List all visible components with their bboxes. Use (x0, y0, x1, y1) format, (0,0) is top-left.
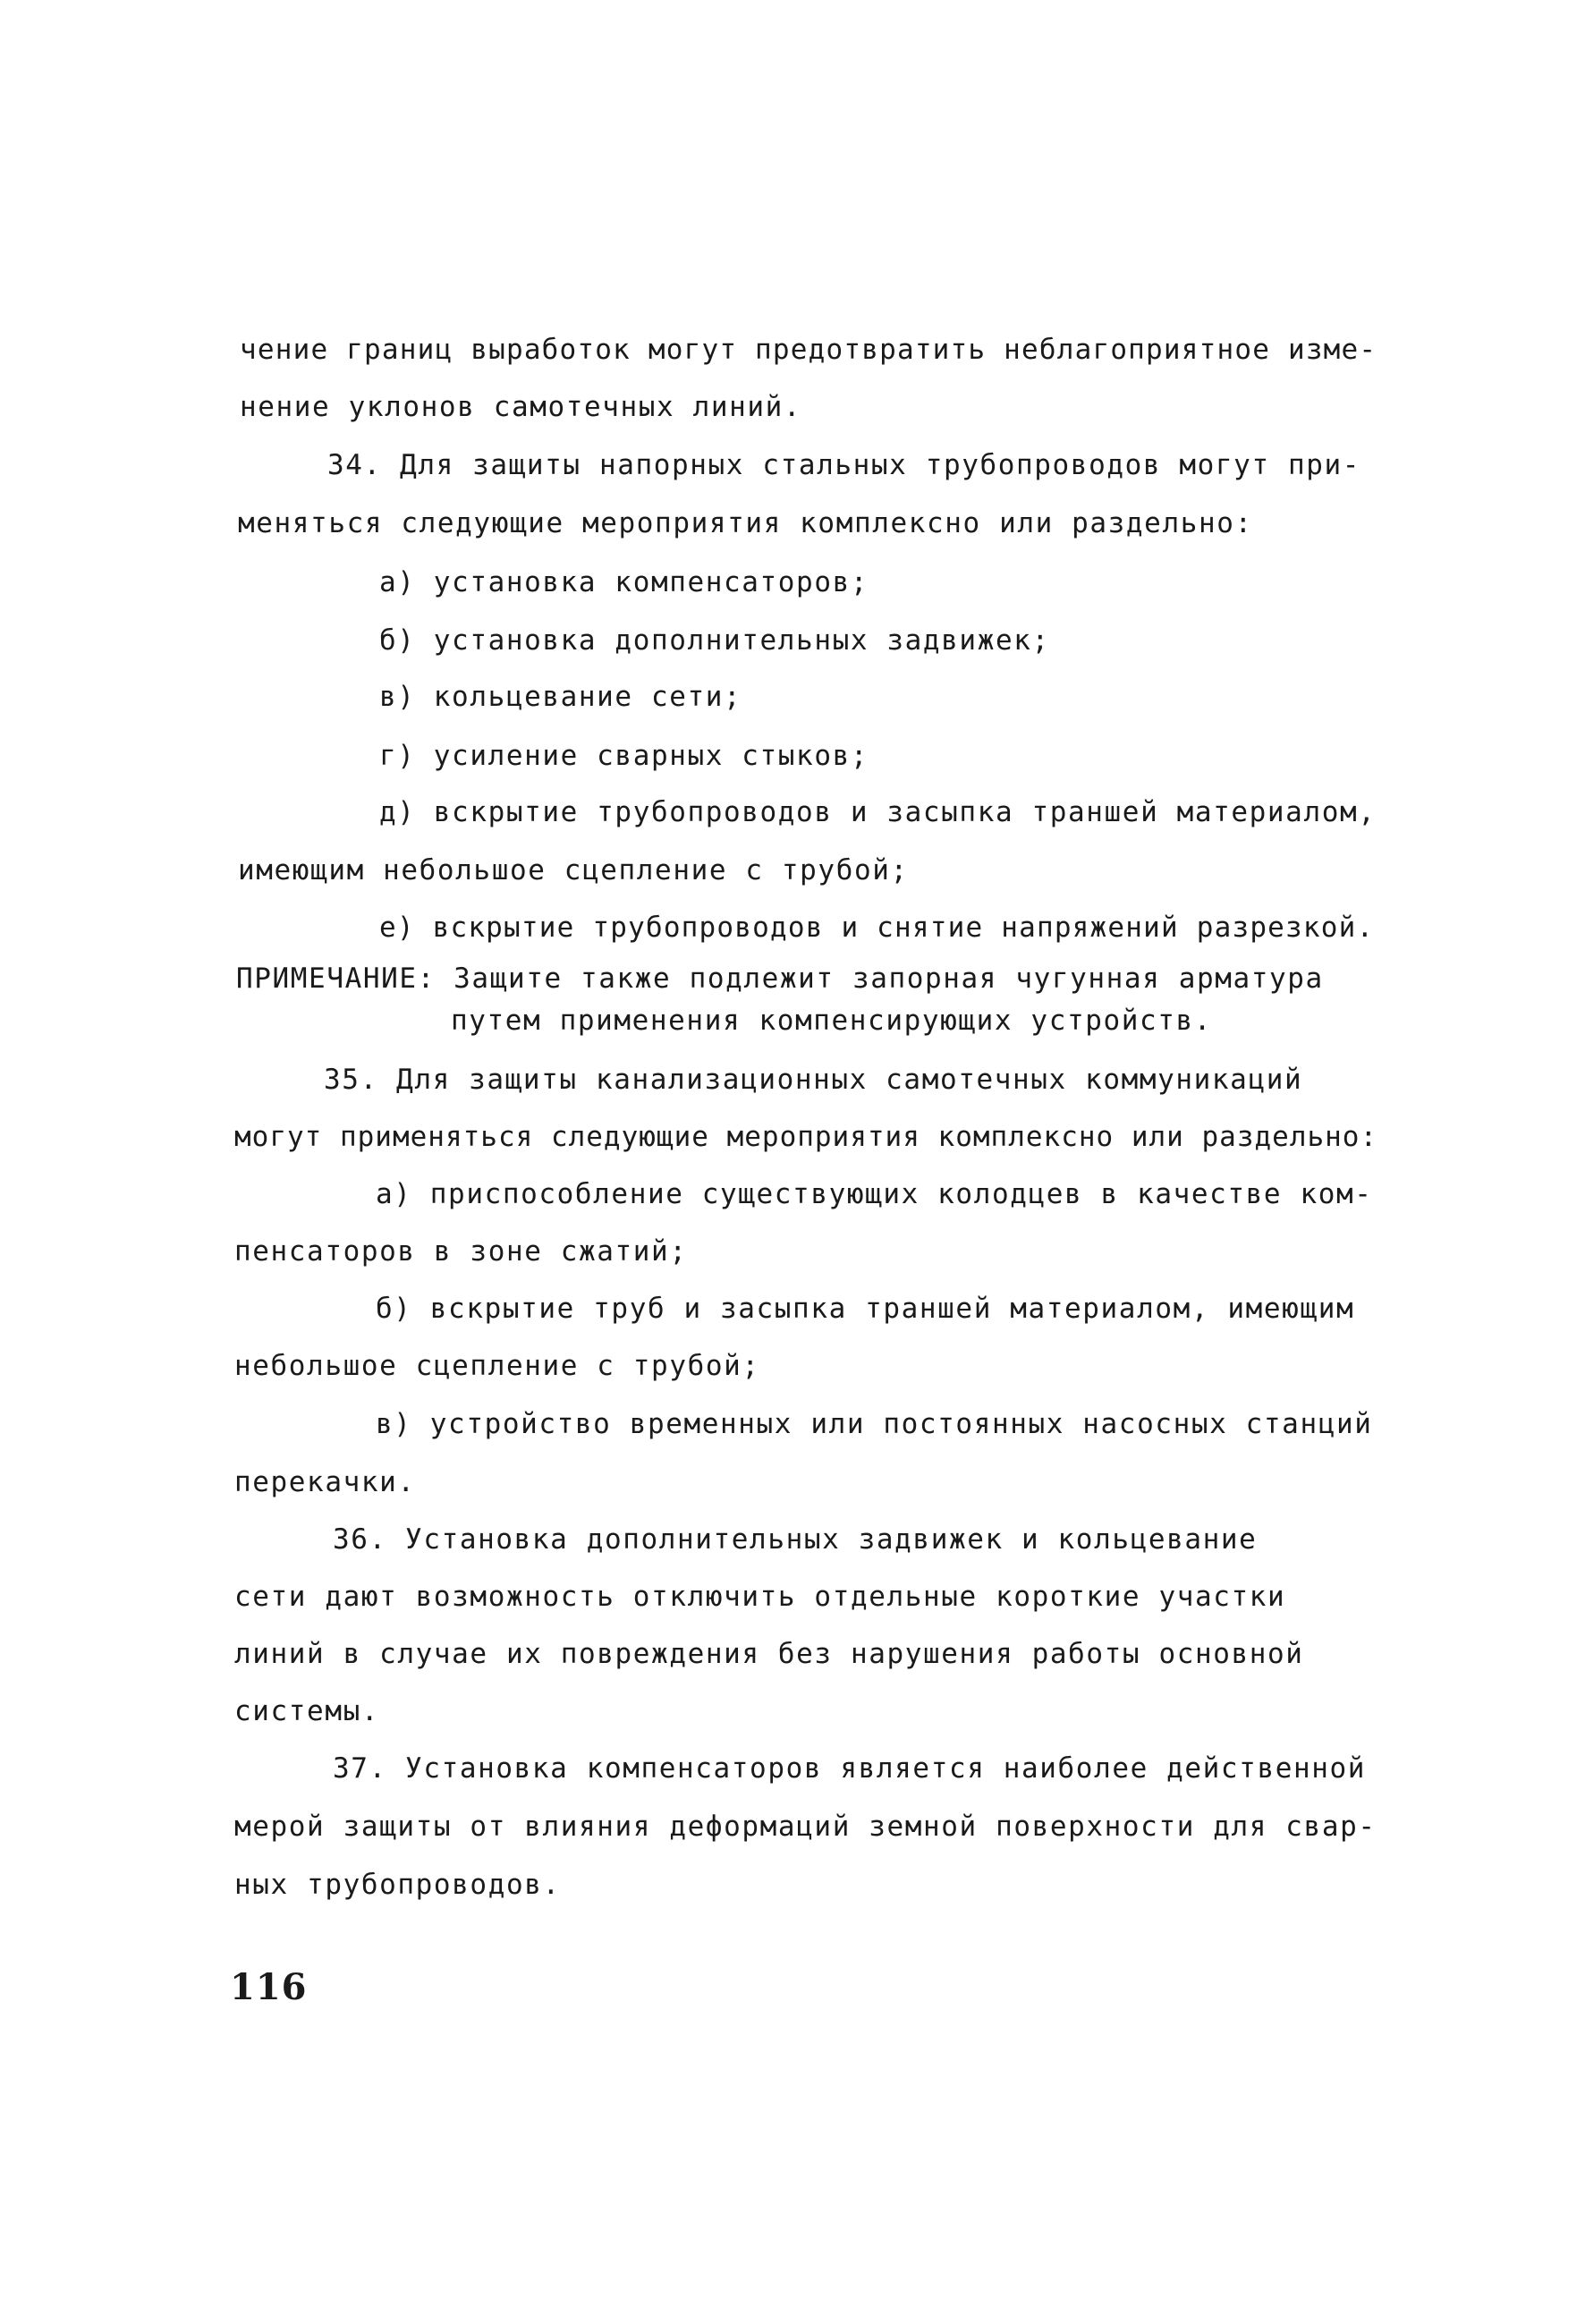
text-line-20: в) устройство временных или постоянных насосных станций (376, 1408, 1373, 1440)
text-line-14: 35. Для защиты канализационных самотечных коммуникаций (324, 1064, 1303, 1096)
text-line-21: перекачки. (234, 1466, 416, 1498)
text-line-4: меняться следующие мероприятия комплексно или раздельно: (238, 507, 1253, 539)
text-line-16: а) приспособление существующих колодцев в качестве ком- (376, 1178, 1373, 1210)
text-line-18: б) вскрытие труб и засыпка траншей материалом, имеющим (376, 1293, 1355, 1325)
text-line-1: чение границ выработок могут предотвратить неблагоприятное изме- (240, 334, 1377, 366)
text-line-12: ПРИМЕЧАНИЕ: Защите также подлежит запорная чугунная арматура (236, 963, 1324, 995)
text-line-6: б) установка дополнительных задвижек; (379, 624, 1050, 657)
text-line-7: в) кольцевание сети; (379, 681, 742, 713)
text-line-19: небольшое сцепление с трубой; (234, 1350, 760, 1382)
text-line-27: мерой защиты от влияния деформаций земной поверхности для свар- (234, 1811, 1377, 1843)
text-line-26: 37. Установка компенсаторов является наиболее действенной (333, 1752, 1367, 1785)
text-line-22: 36. Установка дополнительных задвижек и кольцевание (333, 1523, 1258, 1556)
text-line-5: а) установка компенсаторов; (379, 566, 869, 598)
page-number: 116 (230, 1966, 308, 2008)
text-line-17: пенсаторов в зоне сжатий; (234, 1235, 688, 1268)
text-line-2: нение уклонов самотечных линий. (240, 391, 802, 423)
text-line-28: ных трубопроводов. (234, 1869, 561, 1901)
text-line-8: г) усиление сварных стыков; (379, 740, 869, 772)
text-line-24: линий в случае их повреждения без нарушения работы основной (234, 1638, 1304, 1670)
text-line-9: д) вскрытие трубопроводов и засыпка траншей материалом, (379, 796, 1377, 828)
text-line-25: системы. (234, 1695, 380, 1727)
text-line-23: сети дают возможность отключить отдельные короткие участки (234, 1581, 1286, 1613)
text-line-13: путем применения компенсирующих устройств. (451, 1005, 1213, 1037)
text-line-15: могут применяться следующие мероприятия комплексно или раздельно: (234, 1121, 1378, 1153)
text-line-3: 34. Для защиты напорных стальных трубопроводов могут при- (327, 449, 1361, 481)
text-line-10: имеющим небольшое сцепление с трубой; (238, 854, 909, 886)
text-line-11: е) вскрытие трубопроводов и снятие напряжений разрезкой. (379, 912, 1375, 944)
